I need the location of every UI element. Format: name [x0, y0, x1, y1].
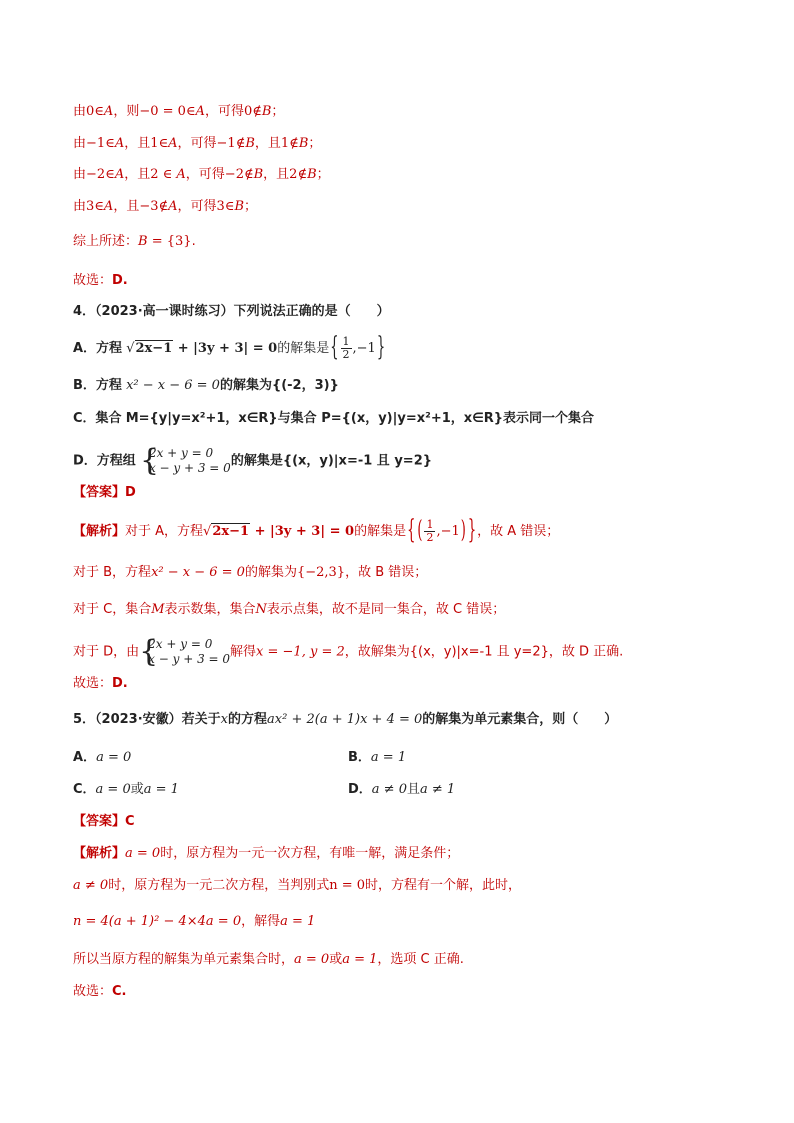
choice-line [73, 271, 128, 291]
answer-tag: 【答案】 [73, 814, 126, 829]
math: B [253, 167, 264, 182]
math: a = 1 [342, 952, 378, 967]
choice: D. [112, 273, 128, 288]
text: 故选： [73, 984, 113, 999]
q5-option-a [73, 748, 131, 768]
text: 时，原方程为一元二次方程，当判别式 [108, 878, 330, 893]
math: ,−1 [352, 341, 376, 356]
equation: 2x + y = 0 [148, 637, 213, 651]
option-label: D．方程组 [73, 453, 136, 469]
math: ,−1 [436, 524, 460, 539]
math: + |3y + 3| = 0 [173, 341, 278, 356]
text: ； [316, 167, 330, 182]
text: 的解集为{(-2，3)} [219, 378, 339, 393]
text: 或 [329, 952, 343, 967]
q4-analysis-4 [73, 634, 624, 669]
answer-tag: 【答案】 [73, 485, 126, 500]
math: A [195, 104, 205, 119]
math: B [138, 234, 148, 249]
text: 的解集是{(x，y)|x=-1 且 y=2} [230, 453, 432, 469]
math: B [261, 104, 272, 119]
sqrt-expression: √2x−1 [203, 524, 250, 539]
math: A [103, 104, 114, 119]
text: 的解集是 [354, 524, 407, 539]
math: N [255, 602, 267, 617]
q5-option-d [348, 780, 455, 800]
math: x² − x − 6 = 0 [126, 378, 220, 393]
text: ，可得 [177, 136, 217, 151]
q4-option-a: A．方程 √2x−1 + |3y + 3| = 0的解集是{ $\frac{1}{2}$ ,−1} [73, 332, 386, 363]
math: x² − x − 6 = 0 [151, 565, 245, 580]
math: = {3} [147, 234, 192, 249]
q4-option-c [73, 409, 594, 429]
q5-analysis-3 [73, 912, 315, 932]
math: A [114, 167, 125, 182]
text: 时，方程有一个解，此时， [365, 878, 522, 893]
math: a = 1 [280, 914, 316, 929]
text: 由 [73, 104, 87, 119]
solution-summary [73, 232, 196, 252]
math: a = 0 [125, 846, 161, 861]
math: a ≠ 0 [73, 878, 109, 893]
text: . [191, 234, 196, 249]
option-label: C． [73, 782, 96, 797]
math: −1∈ [86, 136, 115, 151]
math: n = 0 [329, 878, 366, 893]
text: 表示点集，故不是同一集合，故 C 错误； [266, 602, 506, 617]
math: 3∈ [86, 199, 104, 214]
text: 对于 D，由 [73, 644, 140, 660]
text: ，选项 C 正确. [377, 952, 464, 967]
choice: D. [112, 676, 128, 691]
math: a = 0 [96, 750, 132, 765]
text: ，故 A 错误； [477, 524, 560, 539]
q4-analysis-1: 【解析】对于 A，方程√2x−1 + |3y + 3| = 0的解集是{ ( $\frac{1}{2}$ ,−1) }，故 A 错误； [73, 515, 560, 546]
q4-answer [73, 483, 136, 503]
analysis-tag: 【解析】 [73, 524, 126, 539]
text: ，故解集为{(x，y)|x=-1 且 y=2}，故 D 正确. [344, 644, 624, 660]
math: A [168, 199, 178, 214]
q4-option-d [73, 443, 432, 478]
math: ax² + 2(a + 1)x + 4 = 0 [267, 712, 423, 727]
math: M [151, 602, 165, 617]
q5-option-c [73, 780, 179, 800]
math: A [114, 136, 125, 151]
radicand: 2x−1 [212, 524, 250, 539]
math: n = 4(a + 1)² − 4×4a = 0 [73, 914, 242, 929]
text: ； [271, 104, 285, 119]
math: −1∉ [216, 136, 246, 151]
answer-value: C [125, 814, 135, 829]
text: 的解集为单元素集合，则（ ） [422, 712, 618, 727]
math: + |3y + 3| = 0 [250, 524, 355, 539]
math: A [176, 167, 186, 182]
text: 综上所述： [73, 234, 139, 249]
text: 对于 A，方程 [125, 524, 204, 539]
math: 2 ∈ [150, 167, 177, 182]
solution-line-1 [73, 102, 284, 122]
math: a = 0 [95, 782, 131, 797]
equation: 2x + y = 0 [148, 446, 214, 460]
text: 对于 C，集合 [73, 602, 152, 617]
text: ，可得 [185, 167, 225, 182]
equation: x − y + 3 = 0 [148, 461, 231, 475]
analysis-tag: 【解析】 [73, 846, 126, 861]
math: a ≠ 1 [420, 782, 456, 797]
q4-analysis-3 [73, 600, 505, 620]
text: 的方程 [228, 712, 268, 727]
text: 或 [130, 782, 144, 797]
text: 的解集是 [277, 341, 330, 356]
q5-analysis-2 [73, 876, 521, 896]
text: ，可得 [177, 199, 217, 214]
math: −0 = 0∈ [139, 104, 196, 119]
math: 3∈ [216, 199, 235, 214]
option-label: D． [348, 782, 372, 797]
text: ，且 [263, 167, 290, 182]
math: 0∉ [243, 104, 262, 119]
answer-value: D [125, 485, 136, 500]
option-label: B．方程 [73, 378, 122, 393]
math: a = 0 [294, 952, 330, 967]
text: 故选： [73, 273, 113, 288]
question-5-stem [73, 710, 617, 730]
math: 1∉ [280, 136, 299, 151]
denominator: 2 [426, 531, 434, 544]
math: −3∉ [139, 199, 169, 214]
solution-line-3 [73, 165, 330, 185]
math: −2∉ [224, 167, 254, 182]
choice: C. [112, 984, 127, 999]
solution-line-2 [73, 134, 321, 154]
text: 由 [73, 136, 87, 151]
q4-option-b [73, 376, 339, 396]
math: A [168, 136, 178, 151]
numerator: 1 [426, 518, 434, 531]
text: 所以当原方程的解集为单元素集合时， [73, 952, 295, 967]
math: A [103, 199, 114, 214]
text: ； [308, 136, 322, 151]
text: 5．（2023·安徽）若关于 [73, 712, 221, 727]
text: ，且 [124, 136, 151, 151]
math: {−2,3} [296, 565, 346, 580]
option-label: A．方程 [73, 341, 123, 356]
radicand: 2x−1 [135, 341, 173, 356]
text: ，故 B 错误； [345, 565, 428, 580]
math: x = −1, y = 2 [256, 644, 345, 660]
text: ； [244, 199, 258, 214]
math: a = 1 [370, 750, 407, 765]
q5-analysis-4 [73, 950, 464, 970]
option-label: C．集合 [73, 411, 122, 426]
equation-system: { 2x + y = 0 x − y + 3 = 0 [139, 443, 231, 478]
denominator: 2 [342, 348, 350, 361]
text: ，可得 [204, 104, 244, 119]
q5-analysis-1 [73, 844, 459, 864]
text: 且 [406, 782, 420, 797]
fraction [341, 336, 352, 361]
math: B [298, 136, 309, 151]
text: M={y|y=x²+1，x∈R}与集合 P={(x，y)|y=x²+1，x∈R}表示同一个集合 [125, 411, 595, 426]
text: 由 [73, 167, 87, 182]
option-label: B． [348, 750, 371, 765]
sqrt-expression: √2x−1 [126, 341, 173, 356]
math: 2∉ [289, 167, 308, 182]
text: ，则 [113, 104, 140, 119]
text: ，解得 [241, 914, 281, 929]
text: ，且 [254, 136, 281, 151]
q4-analysis-2 [73, 563, 427, 583]
solution-line-4 [73, 197, 257, 217]
math: x [220, 712, 229, 727]
math: B [234, 199, 244, 214]
numerator: 1 [342, 335, 350, 348]
text: 表示数集，集合 [164, 602, 256, 617]
text: ，且 [124, 167, 151, 182]
text: 时，原方程为一元一次方程，有唯一解，满足条件； [160, 846, 460, 861]
math: B [245, 136, 255, 151]
math: a ≠ 0 [371, 782, 407, 797]
option-label: A． [73, 750, 97, 765]
q5-option-b [348, 748, 406, 768]
equation-system: { 2x + y = 0 x − y + 3 = 0 [139, 634, 231, 669]
text: 解得 [230, 644, 257, 660]
fraction [424, 519, 435, 544]
text: 对于 B，方程 [73, 565, 152, 580]
q5-answer [73, 812, 135, 832]
text: 由 [73, 199, 87, 214]
math: a = 1 [143, 782, 179, 797]
text: 故选： [73, 676, 113, 691]
math: −2∈ [86, 167, 115, 182]
math: 1∈ [150, 136, 169, 151]
q4-choice [73, 674, 128, 694]
q5-choice [73, 982, 127, 1002]
question-4-stem: 4．（2023·高一课时练习）下列说法正确的是（ ） [73, 304, 390, 319]
equation: x − y + 3 = 0 [148, 652, 231, 666]
text: ，且 [113, 199, 140, 214]
text: 的解集为 [244, 565, 297, 580]
math: B [307, 167, 317, 182]
math: 0∈ [86, 104, 104, 119]
